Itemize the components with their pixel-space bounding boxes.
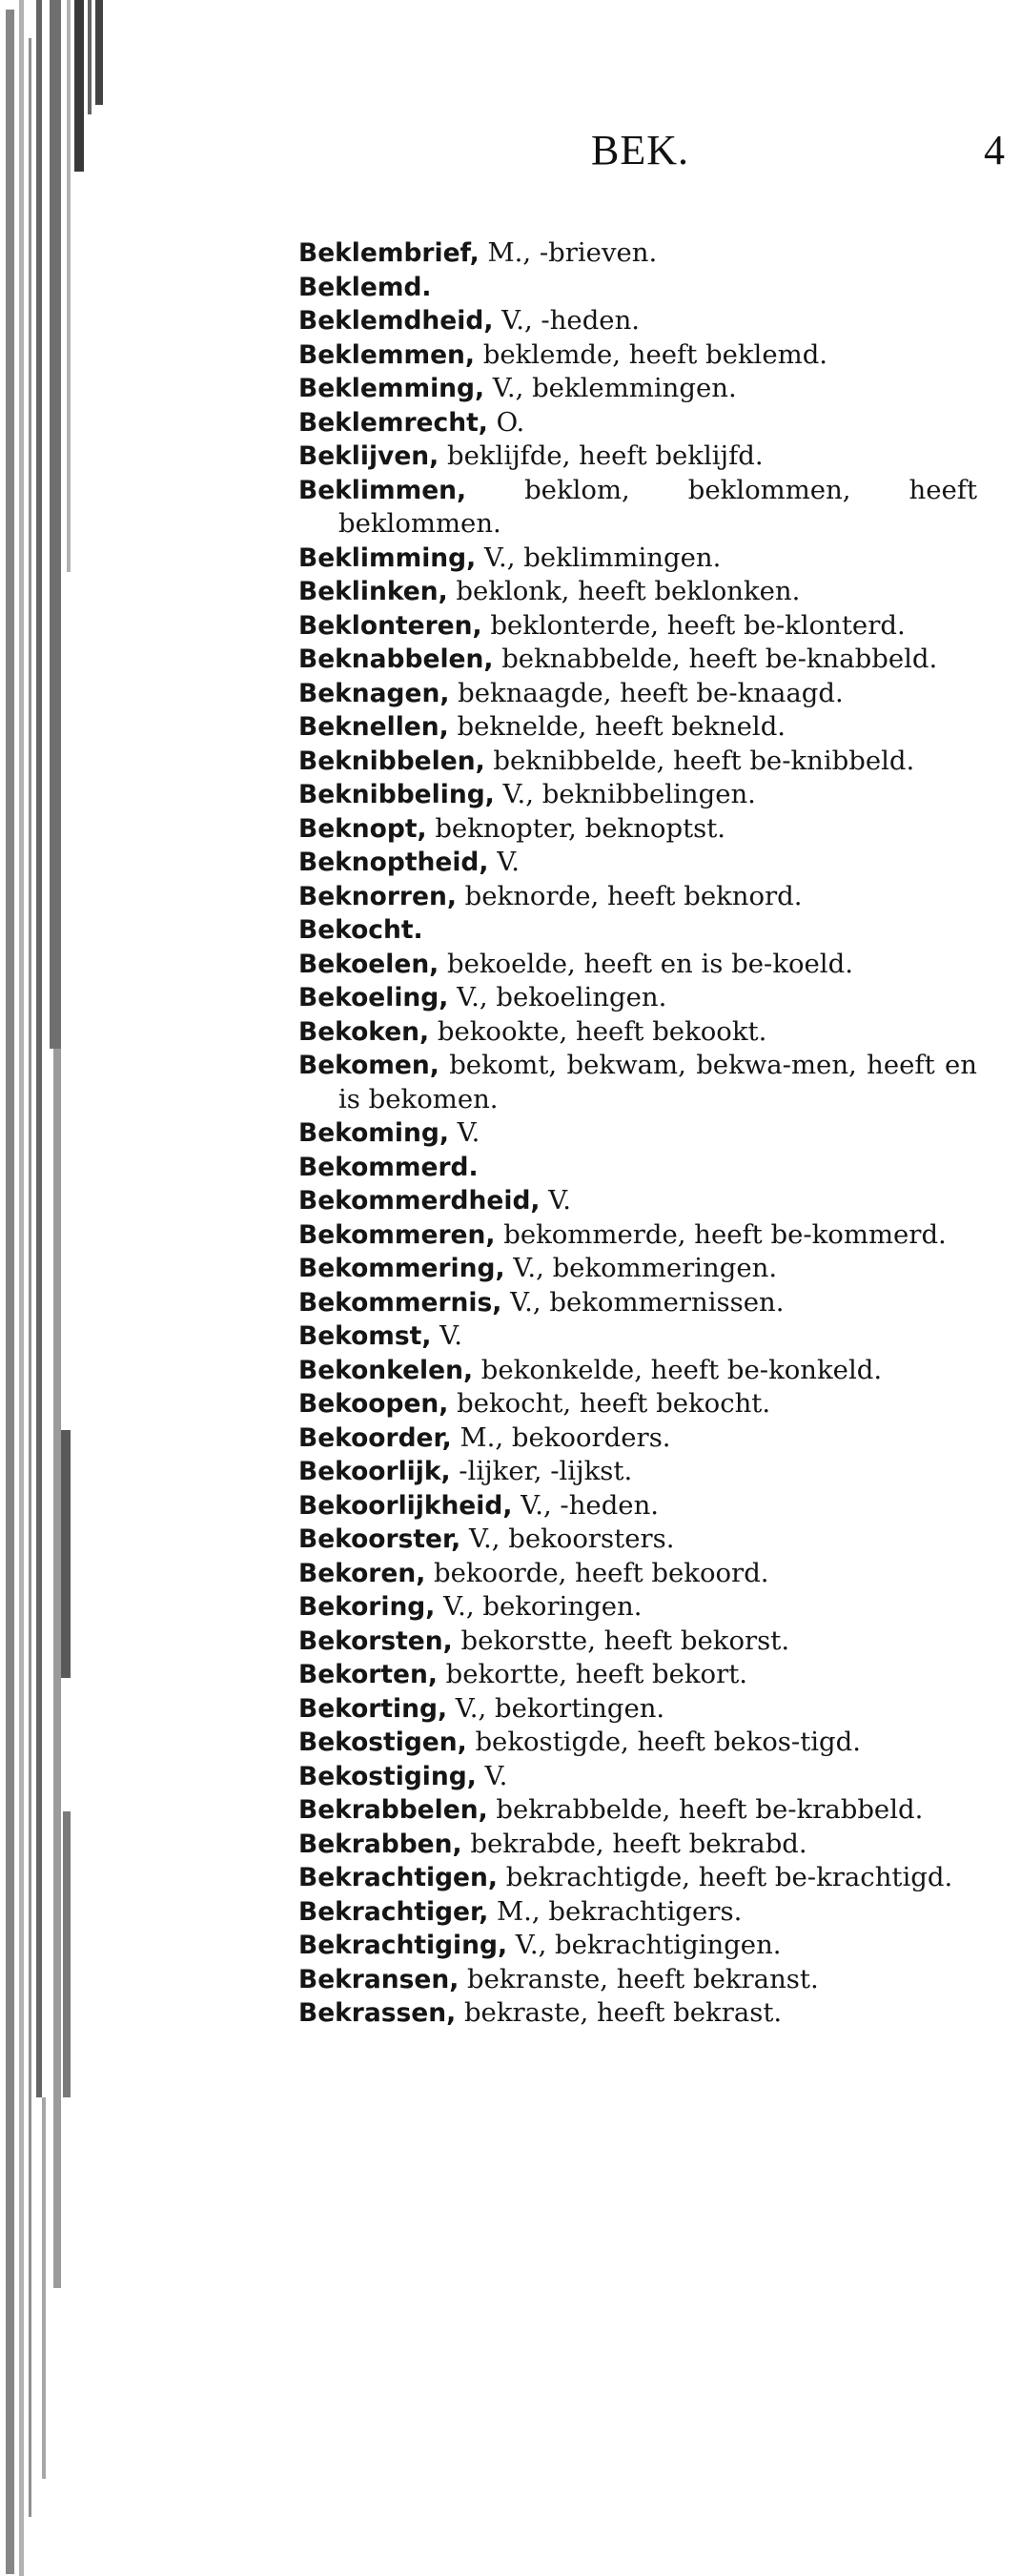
entry-definition: bekomt, bekwam, bekwa-men, heeft en is bekomen. xyxy=(338,1050,977,1114)
entry-definition: beklijfde, heeft beklijfd. xyxy=(439,440,764,471)
entry-definition: bekrabbelde, heeft be-krabbeld. xyxy=(487,1794,924,1825)
entry-definition: beknelde, heeft bekneld. xyxy=(448,711,786,742)
entry-definition: V. xyxy=(540,1185,572,1216)
entry-definition: bekoelde, heeft en is be-koeld. xyxy=(439,948,853,979)
entry-definition: bekommerde, heeft be-kommerd. xyxy=(495,1218,947,1250)
dictionary-entry xyxy=(298,1692,977,1727)
entry-definition: V., beklemmingen. xyxy=(484,373,737,403)
entry-headword: Bekransen, xyxy=(298,1964,459,1994)
entry-headword: Bekoorlijkheid, xyxy=(298,1490,513,1521)
entry-definition: bekorstte, heeft bekorst. xyxy=(452,1625,790,1656)
entry-definition: O. xyxy=(487,406,525,438)
dictionary-entry xyxy=(298,710,977,745)
entry-definition: beklonterde, heeft be-klonterd. xyxy=(481,609,906,641)
entry-definition: bekrachtigde, heeft be-krachtigd. xyxy=(497,1862,953,1892)
entry-headword: Bekocht. xyxy=(298,915,423,945)
entry-definition: V. xyxy=(431,1320,462,1351)
entry-definition: -lijker, -lijkst. xyxy=(450,1456,633,1486)
dictionary-entry xyxy=(298,1523,977,1557)
dictionary-entry xyxy=(298,1286,977,1320)
dictionary-entry xyxy=(298,474,977,542)
dictionary-entry xyxy=(298,846,977,880)
dictionary-entry xyxy=(298,1184,977,1218)
dictionary-entry xyxy=(298,372,977,406)
dictionary-entry xyxy=(298,1929,977,1963)
dictionary-entry xyxy=(298,1354,977,1388)
dictionary-entry xyxy=(298,778,977,812)
entry-headword: Bekoring, xyxy=(298,1592,436,1622)
entry-definition: M., bekrachtigers. xyxy=(488,1895,743,1927)
entry-headword: Beklemd. xyxy=(298,272,432,302)
dictionary-entry xyxy=(298,1455,977,1489)
dictionary-entry xyxy=(298,338,977,373)
entry-definition: V. xyxy=(476,1760,508,1791)
dictionary-entry xyxy=(298,913,977,948)
entry-definition: bekortte, heeft bekort. xyxy=(437,1659,748,1689)
entry-headword: Beklimmen, xyxy=(298,475,467,505)
entry-headword: Bekoorlijk, xyxy=(298,1457,451,1486)
dictionary-entry xyxy=(298,406,977,440)
entry-headword: Beklemdheid, xyxy=(298,306,494,336)
dictionary-entry xyxy=(298,1421,977,1456)
entry-headword: Bekoelen, xyxy=(298,949,439,979)
entry-headword: Bekorten, xyxy=(298,1660,438,1689)
entry-headword: Bekrachtigen, xyxy=(298,1863,498,1892)
entry-definition: V. xyxy=(488,847,521,877)
dictionary-entry xyxy=(298,1760,977,1794)
dictionary-entry xyxy=(298,981,977,1015)
dictionary-entry xyxy=(298,1151,977,1185)
entry-headword: Bekoming, xyxy=(298,1118,449,1148)
entry-headword: Beklemmen, xyxy=(298,339,475,370)
entry-headword: Bekomst, xyxy=(298,1321,432,1351)
dictionary-entry xyxy=(298,643,977,677)
entry-headword: Beknopt, xyxy=(298,813,427,844)
dictionary-entry xyxy=(298,1015,977,1050)
dictionary-entry xyxy=(298,1387,977,1421)
entry-headword: Bekrassen, xyxy=(298,1998,457,2028)
dictionary-entries xyxy=(298,236,977,2031)
entry-definition: V., -heden. xyxy=(493,305,641,336)
entry-headword: Bekonkelen, xyxy=(298,1355,474,1385)
entry-definition: bekoorde, heeft bekoord. xyxy=(425,1557,769,1588)
dictionary-entry xyxy=(298,948,977,982)
dictionary-entry xyxy=(298,745,977,779)
entry-definition: V., bekortingen. xyxy=(447,1692,665,1724)
dictionary-entry xyxy=(298,1726,977,1760)
entry-headword: Beklinken, xyxy=(298,577,448,606)
dictionary-entry xyxy=(298,1861,977,1895)
entry-headword: Beknagen, xyxy=(298,678,450,708)
entry-definition: M., -brieven. xyxy=(479,237,658,268)
entry-headword: Bekommering, xyxy=(298,1254,505,1283)
page-number: 4 xyxy=(984,127,1005,174)
entry-headword: Beknibbeling, xyxy=(298,780,495,809)
entry-headword: Beklembrief, xyxy=(298,238,480,268)
scanned-margin-gutter xyxy=(0,0,119,2576)
dictionary-entry xyxy=(298,1116,977,1151)
entry-definition: beklom, beklommen, heeft beklommen. xyxy=(338,474,977,539)
entry-definition: beklemde, heeft beklemd. xyxy=(474,338,828,370)
dictionary-entry xyxy=(298,575,977,609)
entry-definition: bekostigde, heeft bekos-tigd. xyxy=(466,1727,861,1757)
entry-definition: V., bekommernissen. xyxy=(501,1286,785,1318)
entry-headword: Bekorsten, xyxy=(298,1625,453,1656)
dictionary-entry xyxy=(298,1828,977,1862)
dictionary-entry xyxy=(298,236,977,271)
entry-headword: Beknellen, xyxy=(298,712,449,742)
entry-headword: Bekrachtiger, xyxy=(298,1896,489,1927)
entry-headword: Bekrachtiging, xyxy=(298,1931,508,1960)
entry-headword: Bekostiging, xyxy=(298,1761,477,1791)
dictionary-entry xyxy=(298,880,977,914)
entry-headword: Bekostigen, xyxy=(298,1728,467,1757)
entry-definition: bekranste, heeft bekranst. xyxy=(459,1963,819,1994)
dictionary-entry xyxy=(298,1658,977,1692)
entry-definition: V., beklimmingen. xyxy=(476,542,722,573)
entry-definition: beknibbelde, heeft be-knibbeld. xyxy=(484,745,915,776)
entry-definition: beknaagde, heeft be-knaagd. xyxy=(449,677,844,708)
entry-headword: Bekoorder, xyxy=(298,1422,452,1453)
entry-definition: bekonkelde, heeft be-konkeld. xyxy=(473,1354,883,1385)
entry-headword: Bekorting, xyxy=(298,1693,448,1724)
dictionary-entry xyxy=(298,1049,977,1116)
entry-definition: V., bekoringen. xyxy=(435,1591,643,1622)
entry-definition: bekrabde, heeft bekrabd. xyxy=(461,1828,807,1859)
running-head: BEK. xyxy=(591,127,689,174)
dictionary-entry xyxy=(298,1793,977,1828)
entry-headword: Bekrabben, xyxy=(298,1829,462,1859)
entry-headword: Beknibbelen, xyxy=(298,746,485,776)
entry-headword: Bekoren, xyxy=(298,1558,426,1588)
entry-headword: Bekoken, xyxy=(298,1016,430,1047)
dictionary-entry xyxy=(298,440,977,474)
entry-headword: Bekomen, xyxy=(298,1051,439,1080)
dictionary-entry xyxy=(298,1996,977,2031)
dictionary-entry xyxy=(298,1218,977,1253)
dictionary-entry xyxy=(298,304,977,338)
entry-headword: Bekommernis, xyxy=(298,1287,502,1318)
dictionary-entry xyxy=(298,609,977,644)
dictionary-entry xyxy=(298,1895,977,1930)
dictionary-entry xyxy=(298,1557,977,1591)
dictionary-entry xyxy=(298,1963,977,1997)
entry-definition: beknabbelde, heeft be-knabbeld. xyxy=(493,644,938,674)
entry-headword: Beknabbelen, xyxy=(298,644,494,674)
entry-definition: beknorde, heeft beknord. xyxy=(456,880,803,911)
entry-definition: bekookte, heeft bekookt. xyxy=(429,1015,767,1047)
entry-definition: V., bekrachtigingen. xyxy=(507,1930,782,1960)
entry-headword: Bekommeren, xyxy=(298,1219,496,1250)
entry-headword: Bekoorster, xyxy=(298,1524,461,1554)
entry-headword: Bekoeling, xyxy=(298,983,449,1012)
entry-headword: Beklemming, xyxy=(298,374,485,403)
entry-headword: Beklemrecht, xyxy=(298,407,488,438)
entry-definition: V., beknibbelingen. xyxy=(494,779,756,809)
entry-headword: Bekommerdheid, xyxy=(298,1186,541,1216)
entry-headword: Bekommerd. xyxy=(298,1152,479,1182)
dictionary-entry xyxy=(298,1590,977,1625)
dictionary-entry xyxy=(298,1319,977,1354)
entry-definition: V., bekoorsters. xyxy=(460,1523,675,1554)
entry-headword: Beklonteren, xyxy=(298,610,482,641)
entry-headword: Beklimming, xyxy=(298,542,477,573)
entry-headword: Beknoptheid, xyxy=(298,848,489,877)
dictionary-entry xyxy=(298,677,977,711)
entry-definition: bekocht, heeft bekocht. xyxy=(448,1388,771,1419)
entry-definition: bekraste, heeft bekrast. xyxy=(456,1997,783,2028)
entry-headword: Beknorren, xyxy=(298,881,457,911)
dictionary-entry xyxy=(298,542,977,576)
dictionary-entry xyxy=(298,1489,977,1523)
entry-definition: V., bekoelingen. xyxy=(448,982,667,1012)
entry-definition: beklonk, heeft beklonken. xyxy=(447,576,801,606)
entry-definition: V., bekommeringen. xyxy=(504,1253,778,1283)
entry-definition: M., bekoorders. xyxy=(451,1421,671,1453)
entry-definition: V., -heden. xyxy=(512,1489,660,1521)
dictionary-entry xyxy=(298,271,977,305)
entry-definition: beknopter, beknoptst. xyxy=(426,812,726,844)
dictionary-entry xyxy=(298,1252,977,1286)
dictionary-entry xyxy=(298,1625,977,1659)
entry-definition: V. xyxy=(448,1117,480,1148)
entry-headword: Beklijven, xyxy=(298,441,439,471)
dictionary-entry xyxy=(298,812,977,847)
entry-headword: Bekrabbelen, xyxy=(298,1795,488,1825)
entry-headword: Bekoopen, xyxy=(298,1389,449,1419)
